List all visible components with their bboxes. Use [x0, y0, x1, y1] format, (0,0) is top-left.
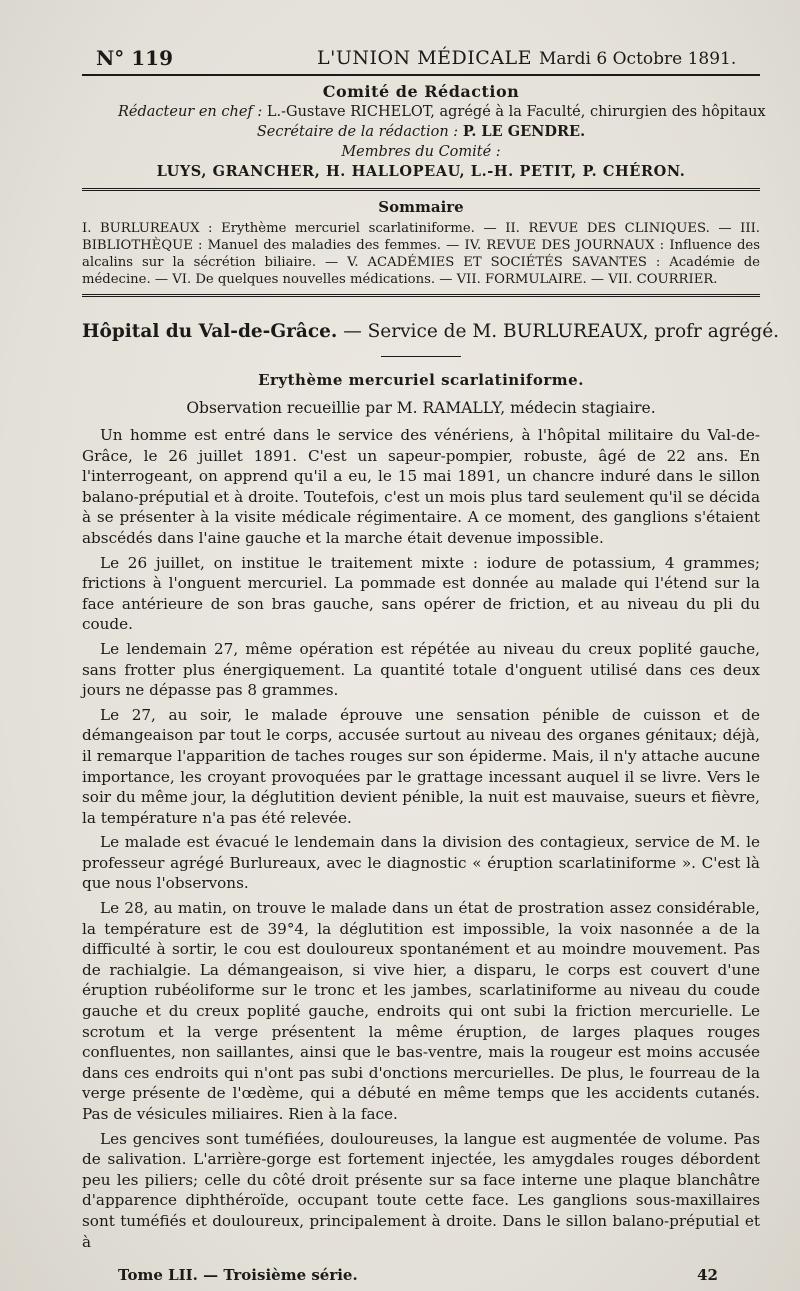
article-body	[82, 425, 760, 1252]
paragraph: Les gencives sont tuméfiées, douloureuses, la langue est augmentée de volume. Pas de salivation. L'arrière-gorge est fortement injectée, les amygdales rouges débordent peu les piliers; celle du côté droit présente sur sa face interne une plaque blanchâtre d'apparence diphthéroïde, occupant toute cette face. Les ganglions sous-maxillaires sont tuméfiés et douloureux, principalement à droite. Dans le sillon balano-préputial et à	[82, 1129, 760, 1251]
editor-name: L.-Gustave RICHELOT, agrégé à la Faculté, chirurgien des hôpitaux	[266, 104, 766, 120]
page-number: 42	[697, 1266, 718, 1284]
secretary-name: P. LE GENDRE.	[462, 123, 586, 140]
editor-line	[82, 102, 766, 122]
committee-title: Comité de Rédaction	[322, 82, 520, 101]
running-head	[82, 44, 760, 74]
volume-info: Tome LII. — Troisième série.	[118, 1266, 358, 1284]
hospital-name: Hôpital du Val-de-Grâce.	[82, 321, 338, 342]
secretary-line	[82, 122, 760, 142]
paragraph: Le malade est évacué le lendemain dans la division des contagieux, service de M. le professeur agrégé Burlureaux, avec le diagnostic « éruption scarlatiniforme ». C'est là que nous l'observons.	[82, 833, 760, 893]
summary-section	[82, 191, 760, 288]
issue-number: N° 119	[96, 46, 173, 70]
paragraph: Le lendemain 27, même opération est répétée au niveau du creux poplité gauche, sans frotter plus énergiquement. La quantité totale d'onguent utilisé dans ces deux jours ne dépasse pas 8 grammes.	[82, 639, 760, 700]
members-label: Membres du Comité :	[341, 144, 501, 160]
summary-rule	[82, 294, 760, 297]
title-divider	[381, 356, 461, 357]
issue-date: Mardi 6 Octobre 1891.	[539, 49, 737, 69]
summary-text: I. BURLUREAUX : Erythème mercuriel scarlatiniforme. — II. REVUE DES CLINIQUES. — III. BIBLIOTHÈQUE : Manuel des maladies des femmes. — IV. REVUE DES JOURNAUX : Influence des alcalins sur la sécrétion biliaire. — V. ACADÉMIES ET SOCIÉTÉS SAVANTES : Académie de médecine. — VI. De quelques nouvelles médications. — VII. FORMULAIRE. — VII. COURRIER.	[82, 221, 760, 287]
journal-title: L'UNION MÉDICALE	[317, 47, 533, 69]
paragraph: Le 27, au soir, le malade éprouve une sensation pénible de cuisson et de démangeaison par tout le corps, accusée surtout au niveau des organes génitaux; déjà, il remarque l'apparition de taches rouges sur son épiderme. Mais, il n'y attache aucune importance, les croyant provoquées par le grattage incessant auquel il se livre. Vers le soir du même jour, la déglutition devient pénible, la nuit est mauvaise, sueurs et fièvre, la température n'a pas été relevée.	[82, 705, 760, 827]
page-footer	[118, 1266, 718, 1284]
members-list: LUYS, GRANCHER, H. HALLOPEAU, L.-H. PETIT, P. CHÉRON.	[156, 163, 686, 180]
paragraph: Le 26 juillet, on institue le traitement mixte : iodure de potassium, 4 grammes; frictions à l'onguent mercuriel. La pommade est donnée au malade qui l'étend sur la face antérieure de son bras gauche, sans opérer de friction, et au niveau du pli du coude.	[82, 553, 760, 634]
observation-byline: Observation recueillie par M. RAMALLY, médecin stagiaire.	[186, 399, 656, 417]
summary-title: Sommaire	[378, 198, 464, 216]
editor-label: Rédacteur en chef :	[118, 104, 263, 120]
service-name: — Service de M. BURLUREAUX, profr agrégé.	[343, 321, 780, 342]
paragraph: Le 28, au matin, on trouve le malade dans un état de prostration assez considérable, la température est de 39°4, la déglutition est impossible, la voix nasonnée a de la difficulté à sortir, le cou est douloureux spontanément et au moindre mouvement. Pas de rachialgie. La démangeaison, si vive hier, a disparu, le corps est couvert d'une éruption rubéoliforme sur le tronc et les jambes, scarlatiniforme au niveau du coude gauche et du creux poplité gauche, endroits qui ont subi la friction mercurielle. Le scrotum et la verge présentent la même éruption, de larges plaques rouges confluentes, non saillantes, ainsi que le bas-ventre, mais la rougeur est moins accusée dans ces endroits qui n'ont pas subi d'onctions mercurielles. De plus, le fourreau de la verge présente de l'œdème, qui a débuté en même temps que les accidents cutanés. Pas de vésicules miliaires. Rien à la face.	[82, 899, 760, 1123]
article-title: Erythème mercuriel scarlatiniforme.	[258, 371, 584, 389]
paragraph: Un homme est entré dans le service des vénériens, à l'hôpital militaire du Val-de-Grâce, le 26 juillet 1891. C'est un sapeur-pompier, robuste, âgé de 22 ans. En l'interrogeant, on apprend qu'il a eu, le 15 mai 1891, un chancre induré dans le sillon balano-préputial et à droite. Toutefois, c'est un mois plus tard seulement qu'il se décida à se présenter à la visite médicale régimentaire. A ce moment, des ganglions s'étaient abscédés dans l'aine gauche et la marche était devenue impossible.	[82, 426, 760, 547]
editorial-committee	[82, 76, 766, 182]
secretary-label: Secrétaire de la rédaction :	[256, 124, 459, 140]
hospital-heading	[82, 321, 780, 342]
